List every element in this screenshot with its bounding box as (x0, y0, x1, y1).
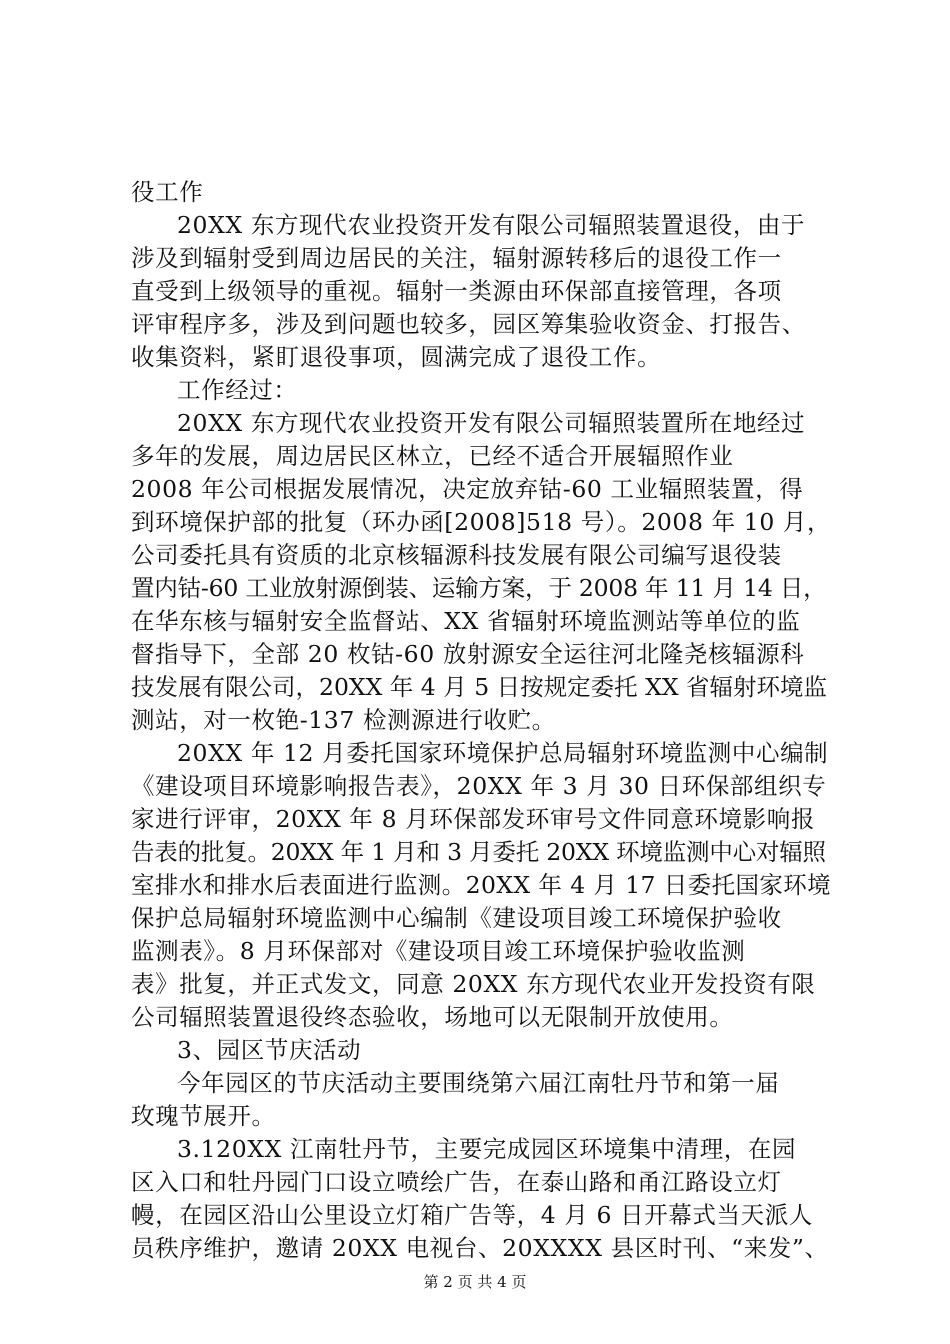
text-line: 告表的批复。20XX 年 1 月和 3 月委托 20XX 环境监测中心对辐照 (131, 838, 826, 866)
text-line: 技发展有限公司，20XX 年 4 月 5 日按规定委托 XX 省辐射环境监 (131, 673, 828, 701)
text-line: 20XX 年 12 月委托国家环境保护总局辐射环境监测中心编制 (177, 739, 829, 767)
text-line: 工作经过： (177, 376, 298, 404)
text-line: 表》批复，并正式发文，同意 20XX 东方现代农业开发投资有限 (131, 970, 816, 998)
text-line: 到环境保护部的批复（环办函[2008]518 号）。2008 年 10 月， (131, 508, 832, 536)
text-line: 直受到上级领导的重视。辐射一类源由环保部直接管理，各项 (131, 277, 782, 305)
text-line: 公司辐照装置退役终态验收，场地可以无限制开放使用。 (131, 1003, 734, 1031)
text-line: 区入口和牡丹园门口设立喷绘广告，在泰山路和甬江路设立灯 (131, 1168, 782, 1196)
text-line: 玫瑰节展开。 (131, 1102, 276, 1130)
text-line: 3、园区节庆活动 (177, 1036, 362, 1064)
text-line: 家进行评审，20XX 年 8 月环保部发环审号文件同意环境影响报 (131, 805, 815, 833)
text-line: 置内钴-60 工业放射源倒装、运输方案，于 2008 年 11 月 14 日， (131, 574, 827, 602)
text-line: 室排水和排水后表面进行监测。20XX 年 4 月 17 日委托国家环境 (131, 871, 832, 899)
document-body (131, 176, 831, 1265)
text-line: 员秩序维护，邀请 20XX 电视台、20XXXX 县区时刊、“来发”、 (131, 1234, 829, 1262)
text-line: 役工作 (131, 178, 204, 206)
text-line: 幔，在园区沿山公里设立灯箱广告等，4 月 6 日开幕式当天派人 (131, 1201, 813, 1229)
text-line: 测站，对一枚铯-137 检测源进行收贮。 (131, 706, 556, 734)
page-footer: 第 2 页 共 4 页 (423, 1273, 527, 1291)
text-line: 监测表》。8 月环保部对《建设项目竣工环境保护验收监测 (131, 937, 746, 965)
text-line: 20XX 东方现代农业投资开发有限公司辐照装置所在地经过 (177, 409, 806, 437)
text-line: 《建设项目环境影响报告表》，20XX 年 3 月 30 日环保部组织专 (131, 772, 827, 800)
text-line: 多年的发展，周边居民区林立，已经不适合开展辐照作业 (131, 442, 734, 470)
text-line: 2008 年公司根据发展情况，决定放弃钴-60 工业辐照装置，得 (131, 475, 804, 503)
text-line: 在华东核与辐射安全监督站、XX 省辐射环境监测站等单位的监 (131, 607, 801, 635)
text-line: 今年园区的节庆活动主要围绕第六届江南牡丹节和第一届 (177, 1069, 780, 1097)
text-line: 涉及到辐射受到周边居民的关注，辐射源转移后的退役工作一 (131, 244, 782, 272)
text-line: 督指导下，全部 20 枚钴-60 放射源安全运往河北隆尧核辐源科 (131, 640, 805, 668)
text-line: 评审程序多，涉及到问题也较多，园区筹集验收资金、打报告、 (131, 310, 806, 338)
text-line: 3.120XX 江南牡丹节，主要完成园区环境集中清理，在园 (177, 1135, 797, 1163)
text-line: 收集资料，紧盯退役事项，圆满完成了退役工作。 (131, 343, 662, 371)
text-line: 保护总局辐射环境监测中心编制《建设项目竣工环境保护验收 (131, 904, 782, 932)
text-line: 20XX 东方现代农业投资开发有限公司辐照装置退役，由于 (177, 211, 806, 239)
text-line: 公司委托具有资质的北京核辐源科技发展有限公司编写退役装 (131, 541, 782, 569)
